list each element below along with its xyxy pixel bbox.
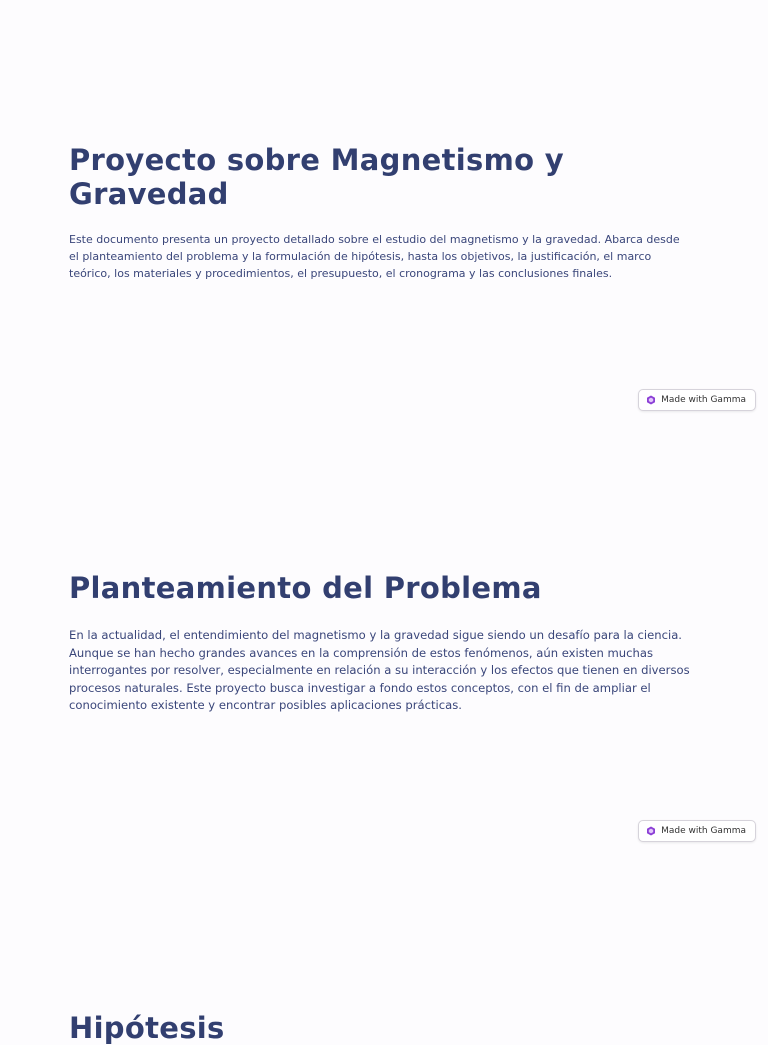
slide-body-text: Este documento presenta un proyecto detallado sobre el estudio del magnetismo y la gravedad. Abarca desde el planteamiento del problema y la formulación de hipótesis, hasta los objetivos, la justificación, el marco teórico, los materiales y procedimientos, el presupuesto, el cronograma y las conclusiones finales. bbox=[69, 233, 680, 280]
slide-body-text: En la actualidad, el entendimiento del magnetismo y la gravedad sigue siendo un desafío para la ciencia. Aunque se han hecho grandes avances en la comprensión de estos fenómenos, aún existen muchas interrogantes por resolver, especialmente en relación a su interacción y los efectos que tienen en diversos procesos naturales. Este proyecto busca investigar a fondo estos conceptos, con el fin de ampliar el conocimiento existente y encontrar posibles aplicaciones prácticas. bbox=[69, 628, 690, 712]
slide-title: Proyecto sobre Magnetismo y Gravedad bbox=[69, 143, 564, 211]
slide-2 bbox=[0, 432, 768, 864]
gamma-logo-icon bbox=[646, 395, 656, 405]
made-with-gamma-button[interactable] bbox=[638, 389, 756, 411]
slide-1 bbox=[0, 0, 768, 432]
gamma-logo-icon bbox=[646, 826, 656, 836]
slide-3 bbox=[0, 864, 768, 1045]
made-with-gamma-button[interactable] bbox=[638, 820, 756, 842]
badge-label: Made with Gamma bbox=[661, 395, 746, 405]
slide-title: Hipótesis bbox=[69, 1011, 225, 1045]
badge-label: Made with Gamma bbox=[661, 826, 746, 836]
slide-title: Planteamiento del Problema bbox=[69, 571, 542, 605]
